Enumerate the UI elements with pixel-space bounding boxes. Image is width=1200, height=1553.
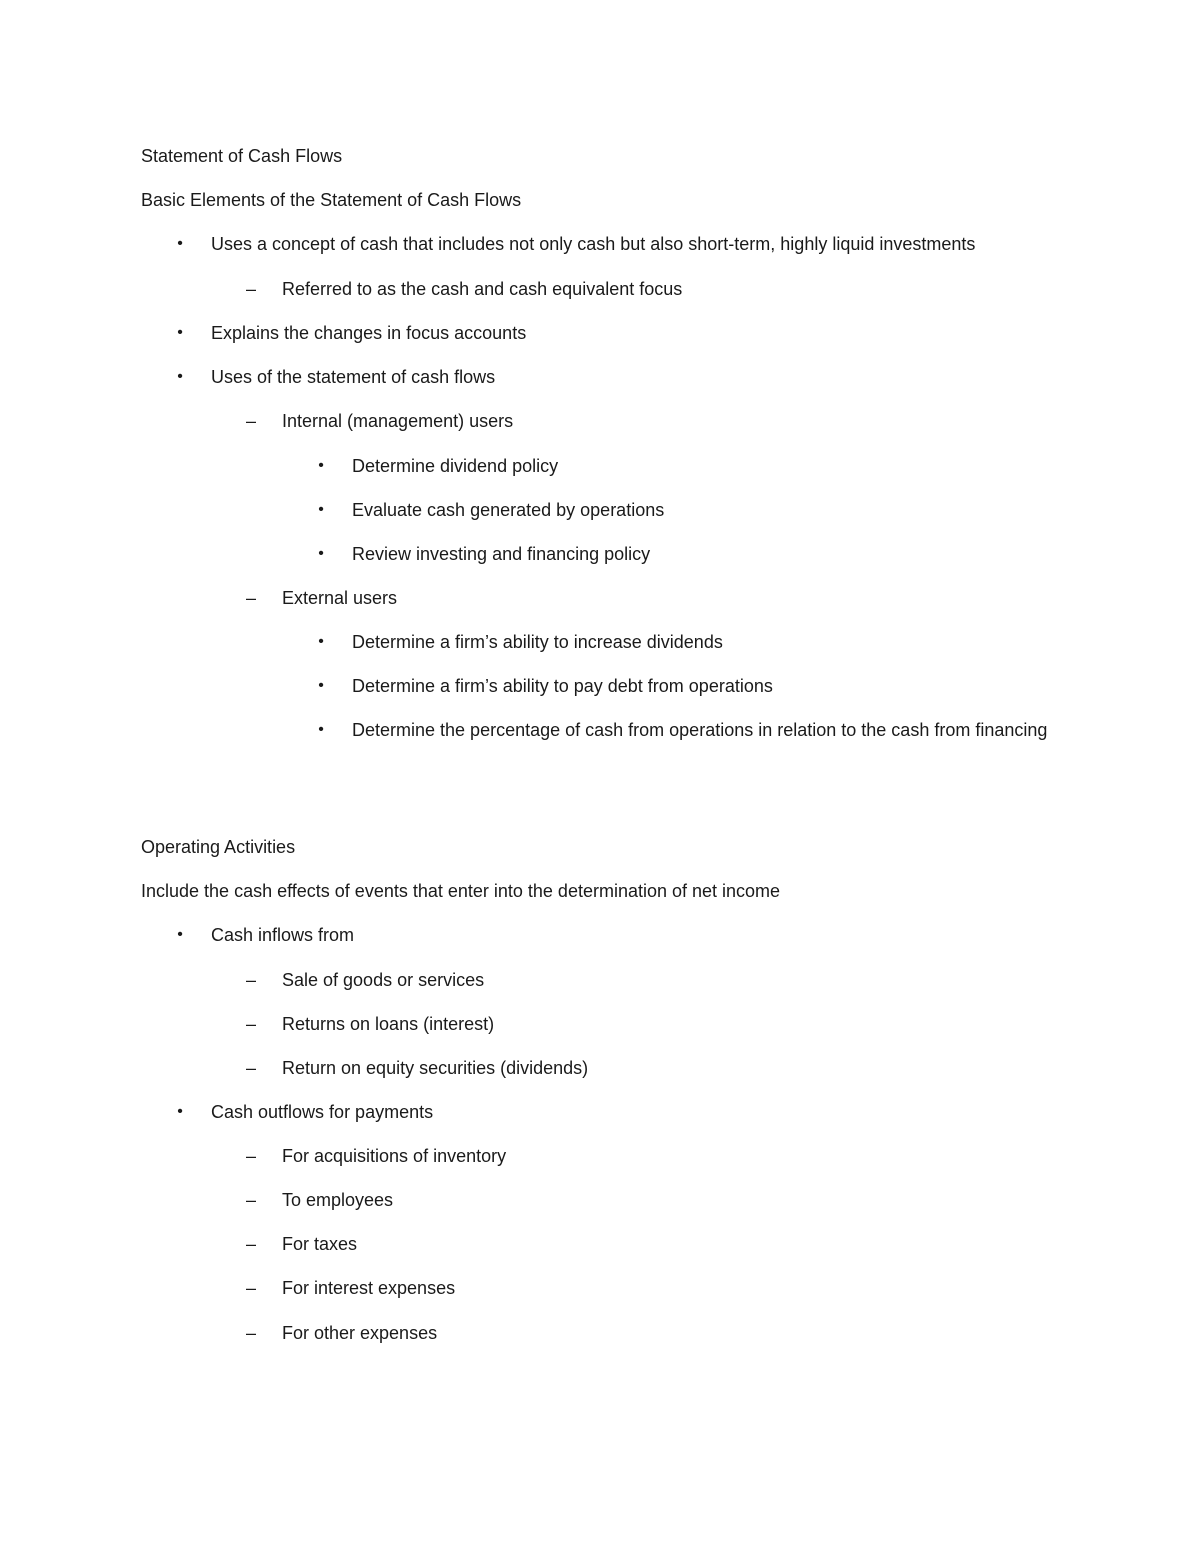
- list-item-cash-inflows: Cash inflows from: [211, 925, 355, 945]
- list-item-cash-concept: Uses a concept of cash that includes not only cash but also short-term, highly liquid investments: [211, 234, 976, 254]
- bullet-marker: •: [177, 926, 183, 943]
- section-intro: Include the cash effects of events that enter into the determination of net income: [141, 881, 781, 901]
- document-title: Statement of Cash Flows: [141, 146, 343, 166]
- bullet-marker: •: [318, 633, 324, 650]
- dash-marker: –: [245, 970, 256, 990]
- section-heading-basic-elements: Basic Elements of the Statement of Cash Flows: [141, 190, 522, 210]
- list-item-interest-expenses: For interest expenses: [282, 1278, 456, 1298]
- dash-marker: –: [245, 1058, 256, 1078]
- dash-marker: –: [245, 279, 256, 299]
- bullet-marker: •: [318, 677, 324, 694]
- list-item-other-expenses: For other expenses: [282, 1323, 438, 1343]
- list-item-focus-accounts: Explains the changes in focus accounts: [211, 323, 527, 343]
- bullet-marker: •: [177, 235, 183, 252]
- list-item-internal-users: Internal (management) users: [282, 411, 514, 431]
- list-item-increase-dividends: Determine a firm’s ability to increase dividends: [352, 632, 723, 652]
- bullet-marker: •: [177, 368, 183, 385]
- bullet-marker: •: [177, 1103, 183, 1120]
- list-item-review-policy: Review investing and financing policy: [352, 544, 651, 564]
- list-item-inventory: For acquisitions of inventory: [282, 1146, 507, 1166]
- bullet-marker: •: [318, 721, 324, 738]
- dash-marker: –: [245, 588, 256, 608]
- list-item-cash-outflows: Cash outflows for payments: [211, 1102, 434, 1122]
- dash-marker: –: [245, 1146, 256, 1166]
- list-item-returns-on-loans: Returns on loans (interest): [282, 1014, 495, 1034]
- list-item-sale-of-goods: Sale of goods or services: [282, 970, 485, 990]
- list-item-taxes: For taxes: [282, 1234, 358, 1254]
- list-item-employees: To employees: [282, 1190, 394, 1210]
- list-item-dividend-policy: Determine dividend policy: [352, 456, 559, 476]
- list-item-pay-debt: Determine a firm’s ability to pay debt from operations: [352, 676, 773, 696]
- dash-marker: –: [245, 411, 256, 431]
- bullet-marker: •: [318, 501, 324, 518]
- bullet-marker: •: [318, 545, 324, 562]
- list-item-percentage-cash: Determine the percentage of cash from operations in relation to the cash from financing: [352, 720, 1048, 740]
- dash-marker: –: [245, 1190, 256, 1210]
- list-item-evaluate-cash: Evaluate cash generated by operations: [352, 500, 665, 520]
- dash-marker: –: [245, 1323, 256, 1343]
- dash-marker: –: [245, 1234, 256, 1254]
- list-item-external-users: External users: [282, 588, 398, 608]
- list-item-uses-of-statement: Uses of the statement of cash flows: [211, 367, 496, 387]
- dash-marker: –: [245, 1014, 256, 1034]
- list-item-cash-equivalent-focus: Referred to as the cash and cash equivalent focus: [282, 279, 683, 299]
- bullet-marker: •: [177, 324, 183, 341]
- list-item-return-on-equity: Return on equity securities (dividends): [282, 1058, 589, 1078]
- bullet-marker: •: [318, 457, 324, 474]
- section-heading-operating-activities: Operating Activities: [141, 837, 296, 857]
- dash-marker: –: [245, 1278, 256, 1298]
